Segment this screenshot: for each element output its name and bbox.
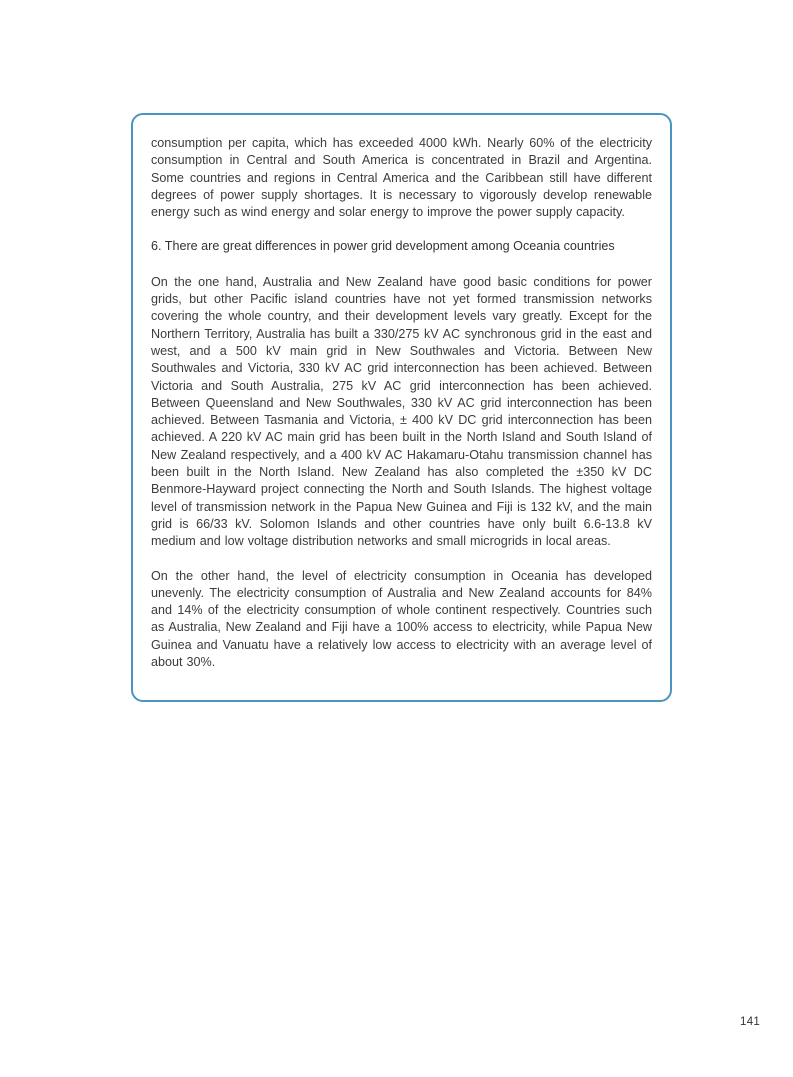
paragraph-oceania-grids: On the one hand, Australia and New Zealand have good basic conditions for power grids, but other Pacific island countries have not yet formed transmission networks covering the whole country, and their development levels vary greatly. Except for the Northern Territory, Australia has built a 330/275 kV AC synchronous grid in the east and west, and a 500 kV main grid in New Southwales and Victoria. Between New Southwales and Victoria, 330 kV AC grid interconnection has been achieved. Between Victoria and South Australia, 275 kV AC grid interconnection has been achieved. Between Queensland and New Southwales, 330 kV AC grid interconnection has been achieved. Between Tasmania and Victoria, ± 400 kV DC grid interconnection has been achieved. A 220 kV AC main grid has been built in the North Island and South Island of New Zealand respectively, and a 400 kV AC Hakamaru-Otahu transmission channel has been built in the North Island. New Zealand has also completed the ±350 kV DC Benmore-Hayward project connecting the North and South Islands. The highest voltage level of transmission network in the Papua New Guinea and Fiji is 132 kV, and the main grid is 66/33 kV. Solomon Islands and other countries have only built 6.6-13.8 kV medium and low voltage distribution networks and small microgrids in local areas. xyxy=(151,274,652,549)
content-panel xyxy=(131,113,672,702)
section-heading-oceania: 6. There are great differences in power grid development among Oceania countries xyxy=(151,239,615,254)
paragraph-electricity-consumption: consumption per capita, which has exceeded 4000 kWh. Nearly 60% of the electricity consumption in Central and South America is concentrated in Brazil and Argentina. Some countries and regions in Central America and the Caribbean still have different degrees of power supply shortages. It is necessary to vigorously develop renewable energy such as wind energy and solar energy to improve the power supply capacity. xyxy=(151,136,652,220)
page-number: 141 xyxy=(740,1016,761,1028)
paragraph-oceania-consumption: On the other hand, the level of electricity consumption in Oceania has developed unevenly. The electricity consumption of Australia and New Zealand accounts for 84% and 14% of the electricity consumption of whole continent respectively. Countries such as Australia, New Zealand and Fiji have a 100% access to electricity, while Papua New Guinea and Vanuatu have a relatively low access to electricity with an average level of about 30%. xyxy=(151,568,652,670)
